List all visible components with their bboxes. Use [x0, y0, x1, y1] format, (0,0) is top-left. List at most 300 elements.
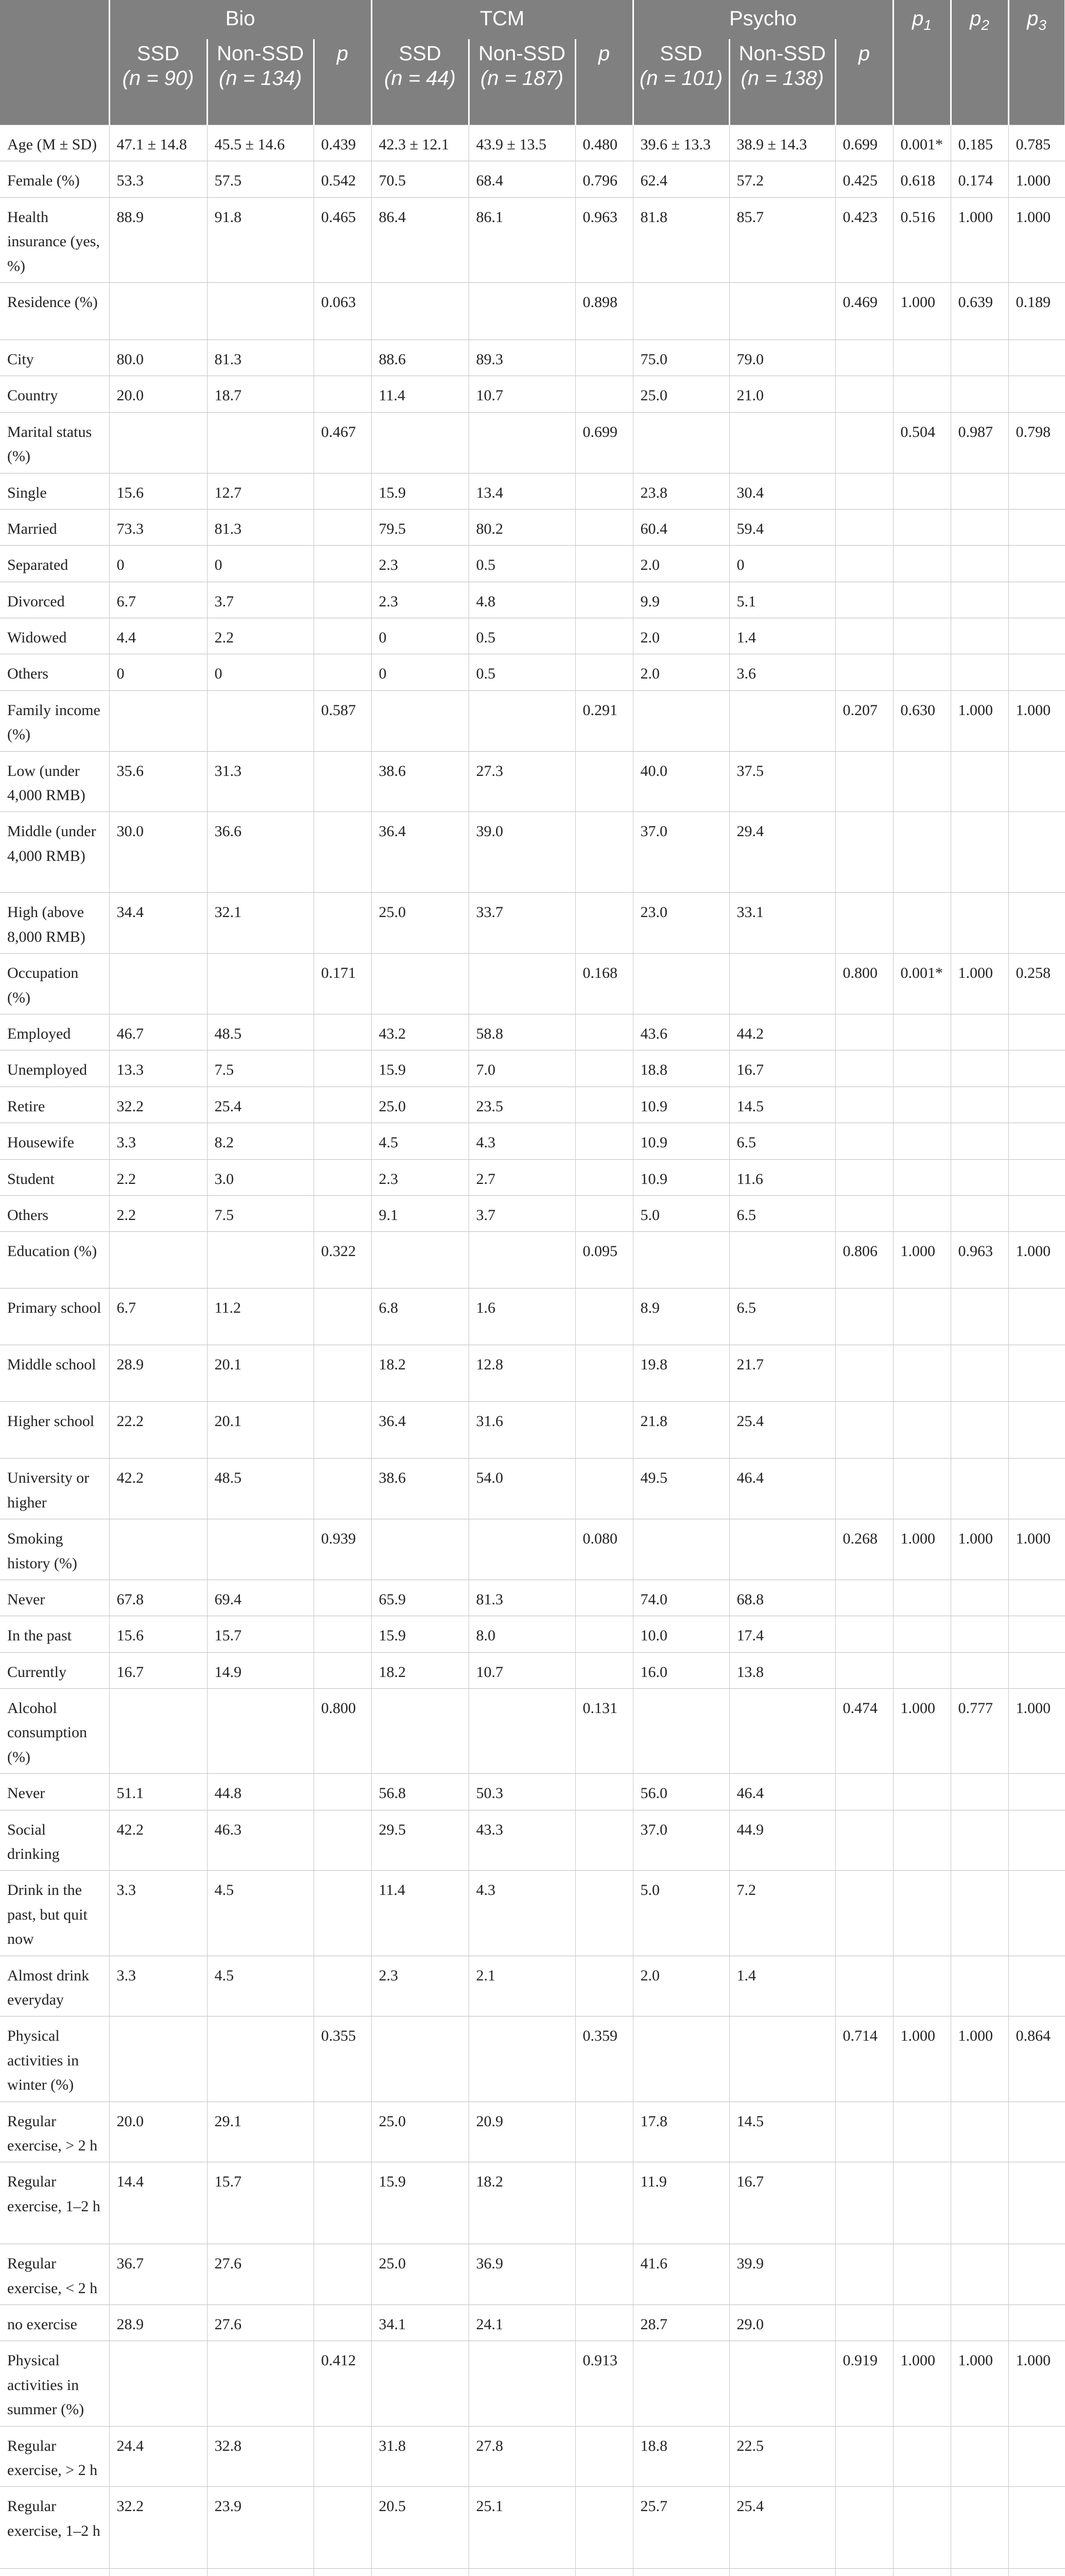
table-cell [951, 893, 1008, 954]
bio-ssd-header: SSD (n = 90) [109, 39, 207, 125]
row-label: Residence (%) [0, 282, 109, 340]
table-cell: 47.1 ± 14.8 [109, 125, 207, 161]
table-cell: 32.1 [207, 893, 314, 954]
table-cell [1008, 1050, 1065, 1087]
table-cell: 15.7 [207, 1616, 314, 1652]
table-cell [893, 893, 951, 954]
table-cell: 15.9 [371, 1050, 469, 1087]
table-cell [835, 1087, 893, 1123]
table-cell: 0 [207, 546, 314, 582]
table-cell [314, 1289, 371, 1345]
table-row [0, 1345, 1065, 1402]
table-cell [1008, 1616, 1065, 1652]
table-cell [1008, 1774, 1065, 1810]
table-cell [109, 282, 207, 340]
table-cell [575, 2426, 633, 2487]
table-cell [469, 690, 575, 751]
p2-header: $p_2$ [951, 0, 1008, 125]
table-cell: 1.000 [1008, 1689, 1065, 1774]
table-cell: 27.3 [469, 751, 575, 812]
table-cell [1008, 2305, 1065, 2341]
table-cell [469, 954, 575, 1014]
table-cell: 10.9 [633, 1123, 729, 1159]
table-cell: 81.3 [469, 1580, 575, 1616]
table-cell [575, 1810, 633, 1871]
table-row [0, 1232, 1065, 1289]
table-cell: 0.480 [575, 125, 633, 161]
table-cell [371, 412, 469, 473]
table-cell [893, 1774, 951, 1810]
table-cell: 81.3 [207, 509, 314, 545]
table-cell: 0.207 [835, 690, 893, 751]
table-cell: 3.3 [109, 1123, 207, 1159]
table-cell [207, 282, 314, 340]
table-cell [575, 2305, 633, 2341]
table-cell: 22.2 [109, 1402, 207, 1459]
table-cell [893, 654, 951, 690]
table-cell: 0.800 [835, 954, 893, 1014]
group-header-bio: Bio [109, 0, 371, 39]
table-cell: 25.4 [729, 1402, 835, 1459]
table-cell [951, 1014, 1008, 1050]
table-cell: 58.8 [469, 1014, 575, 1050]
table-cell [575, 2244, 633, 2305]
table-cell [1008, 340, 1065, 376]
table-row [0, 1289, 1065, 1345]
bio-nonssd-header: Non-SSD (n = 134) [207, 39, 314, 125]
table-cell: 65.9 [371, 1580, 469, 1616]
table-cell [469, 282, 575, 340]
table-cell: 16.7 [109, 1652, 207, 1688]
table-cell [835, 1580, 893, 1616]
table-cell: 16.0 [633, 1652, 729, 1688]
table-cell: 54.0 [469, 1459, 575, 1519]
table-cell: 2.1 [469, 1956, 575, 2016]
table-cell: 1.4 [729, 618, 835, 654]
table-cell [371, 1232, 469, 1289]
table-cell: 1.000 [951, 690, 1008, 751]
table-cell: 1.000 [893, 282, 951, 340]
table-cell: 36.9 [469, 2244, 575, 2305]
row-label: Others [0, 654, 109, 690]
table-cell [469, 2016, 575, 2102]
row-label: Country [0, 376, 109, 412]
table-cell: 0.504 [893, 412, 951, 473]
table-cell: 74.0 [633, 1580, 729, 1616]
table-cell [575, 1289, 633, 1345]
row-label: Never [0, 1774, 109, 1810]
table-cell [835, 1050, 893, 1087]
table-cell: 19.8 [633, 1345, 729, 1402]
table-cell: 3.7 [207, 582, 314, 618]
table-cell [835, 1345, 893, 1402]
table-cell: 81.8 [633, 197, 729, 282]
table-cell [951, 1459, 1008, 1519]
table-cell: 30.0 [109, 812, 207, 893]
table-cell: 21.0 [729, 376, 835, 412]
table-cell: 12.8 [469, 1345, 575, 1402]
table-cell: 15.9 [371, 473, 469, 509]
table-cell [314, 1123, 371, 1159]
row-label: Age (M ± SD) [0, 125, 109, 161]
table-cell [893, 2487, 951, 2569]
table-cell: 0.898 [575, 282, 633, 340]
table-cell [575, 1652, 633, 1688]
table-cell: 60.4 [633, 509, 729, 545]
table-cell [371, 2341, 469, 2426]
table-cell [314, 893, 371, 954]
table-cell [835, 2305, 893, 2341]
table-cell [575, 1402, 633, 1459]
table-cell: 2.3 [371, 1956, 469, 2016]
table-cell [951, 340, 1008, 376]
table-cell: 1.000 [1008, 690, 1065, 751]
table-cell: 50.3 [469, 1774, 575, 1810]
table-row [0, 509, 1065, 545]
table-cell: 11.4 [371, 376, 469, 412]
table-cell [893, 1956, 951, 2016]
table-cell [633, 954, 729, 1014]
table-cell [835, 2569, 893, 2576]
table-cell [575, 1195, 633, 1231]
table-cell: 0.095 [575, 1232, 633, 1289]
table-cell: 0.185 [951, 125, 1008, 161]
table-cell: 25.0 [633, 376, 729, 412]
table-cell [835, 2426, 893, 2487]
table-cell: 37.0 [633, 812, 729, 893]
table-cell [729, 954, 835, 1014]
row-label: Physical activities in winter (%) [0, 2016, 109, 2102]
table-cell: 80.2 [469, 509, 575, 545]
table-cell: 1.000 [893, 1232, 951, 1289]
table-cell [633, 282, 729, 340]
table-cell: 10.9 [633, 1159, 729, 1195]
table-cell [951, 1087, 1008, 1123]
row-label: High (above 8,000 RMB) [0, 893, 109, 954]
table-cell: 30.4 [729, 473, 835, 509]
table-cell [893, 1289, 951, 1345]
table-cell: 23.5 [469, 1087, 575, 1123]
row-label: Social drinking [0, 1810, 109, 1871]
table-cell: 15.9 [371, 1616, 469, 1652]
table-cell [835, 893, 893, 954]
table-cell: 0.465 [314, 197, 371, 282]
table-cell [314, 1345, 371, 1402]
table-cell: 0.258 [1008, 954, 1065, 1014]
table-cell: 2.0 [633, 1956, 729, 2016]
table-cell [575, 1956, 633, 2016]
table-cell: 0.063 [314, 282, 371, 340]
table-cell: 10.7 [469, 376, 575, 412]
table-cell: 0.630 [893, 690, 951, 751]
table-row [0, 1774, 1065, 1810]
table-cell [633, 690, 729, 751]
table-cell: 7.2 [729, 1871, 835, 1956]
table-cell: 6.5 [729, 1123, 835, 1159]
table-cell: 67.8 [109, 1580, 207, 1616]
table-cell: 27.8 [469, 2426, 575, 2487]
table-row [0, 654, 1065, 690]
table-cell: 0.359 [575, 2016, 633, 2102]
table-cell: 25.1 [469, 2487, 575, 2569]
table-cell: 15.6 [109, 473, 207, 509]
table-cell [893, 376, 951, 412]
table-cell: 43.2 [371, 1014, 469, 1050]
table-cell [893, 340, 951, 376]
table-cell: 2.2 [109, 1159, 207, 1195]
table-cell [835, 2162, 893, 2244]
table-cell: 16.7 [729, 2162, 835, 2244]
table-row [0, 412, 1065, 473]
table-cell [633, 1689, 729, 1774]
table-cell: 2.0 [633, 618, 729, 654]
table-cell [1008, 582, 1065, 618]
table-cell: 44.9 [729, 1810, 835, 1871]
table-cell: 13.8 [729, 1652, 835, 1688]
table-cell: 3.3 [109, 1956, 207, 2016]
table-cell: 88.6 [371, 340, 469, 376]
table-cell [1008, 2162, 1065, 2244]
table-cell: 28.7 [633, 2305, 729, 2341]
table-cell [314, 1159, 371, 1195]
table-cell: 0.800 [314, 1689, 371, 1774]
table-cell: 2.3 [371, 1159, 469, 1195]
table-cell [951, 2102, 1008, 2162]
table-cell: 0.174 [951, 161, 1008, 197]
row-label: Unemployed [0, 1050, 109, 1087]
table-cell: 13.4 [469, 473, 575, 509]
table-cell [371, 1689, 469, 1774]
table-cell: 0.806 [835, 1232, 893, 1289]
table-cell [729, 412, 835, 473]
table-cell [575, 473, 633, 509]
table-cell [575, 2487, 633, 2569]
table-cell [835, 2102, 893, 2162]
table-cell: 33.1 [729, 893, 835, 954]
table-cell [575, 376, 633, 412]
row-label: Married [0, 509, 109, 545]
table-cell [1008, 2244, 1065, 2305]
table-cell [314, 2102, 371, 2162]
table-cell: 57.5 [207, 161, 314, 197]
table-cell: 2.0 [633, 546, 729, 582]
table-cell: 5.0 [633, 1871, 729, 1956]
table-cell: 42.2 [109, 1459, 207, 1519]
table-cell [575, 1459, 633, 1519]
table-cell [729, 2341, 835, 2426]
table-cell [109, 1519, 207, 1580]
table-cell [951, 2244, 1008, 2305]
table-row [0, 1123, 1065, 1159]
row-label: Employed [0, 1014, 109, 1050]
table-cell [835, 412, 893, 473]
table-cell [893, 1123, 951, 1159]
table-cell: 18.8 [633, 1050, 729, 1087]
table-cell: 34.4 [109, 893, 207, 954]
table-cell: 0.168 [575, 954, 633, 1014]
table-cell: 6.7 [109, 582, 207, 618]
table-cell: 24.4 [109, 2426, 207, 2487]
table-cell: 68.4 [469, 161, 575, 197]
table-cell [314, 1087, 371, 1123]
row-label [0, 2569, 109, 2576]
table-cell [575, 1123, 633, 1159]
table-cell [633, 2341, 729, 2426]
table-cell: 14.5 [729, 2102, 835, 2162]
table-cell [893, 618, 951, 654]
table-cell: 42.2 [109, 1810, 207, 1871]
table-cell: 17.8 [633, 2102, 729, 2162]
table-cell: 51.1 [109, 1774, 207, 1810]
table-cell: 25.4 [207, 1087, 314, 1123]
table-row [0, 2569, 1065, 2576]
table-cell: 36.7 [109, 2244, 207, 2305]
table-cell: 0.987 [951, 412, 1008, 473]
row-label: Almost drink everyday [0, 1956, 109, 2016]
table-cell: 0.268 [835, 1519, 893, 1580]
table-cell [835, 546, 893, 582]
table-cell: 39.9 [729, 2244, 835, 2305]
table-cell: 0.714 [835, 2016, 893, 2102]
table-cell: 0.474 [835, 1689, 893, 1774]
table-cell [835, 1616, 893, 1652]
table-cell [575, 751, 633, 812]
table-row [0, 340, 1065, 376]
table-cell [314, 1956, 371, 2016]
table-cell: 0.423 [835, 197, 893, 282]
table-cell [575, 1159, 633, 1195]
table-cell [314, 376, 371, 412]
table-cell: 85.7 [729, 197, 835, 282]
table-cell: 81.3 [207, 340, 314, 376]
table-row [0, 1014, 1065, 1050]
table-cell [1008, 1459, 1065, 1519]
table-row [0, 582, 1065, 618]
table-cell: 8.2 [207, 1123, 314, 1159]
table-cell [729, 1232, 835, 1289]
table-cell: 1.000 [1008, 161, 1065, 197]
table-cell: 0 [729, 546, 835, 582]
table-cell [893, 2426, 951, 2487]
table-cell: 1.000 [951, 954, 1008, 1014]
table-cell: 25.4 [729, 2487, 835, 2569]
table-cell: 37.0 [633, 1810, 729, 1871]
table-cell: 7.5 [207, 1050, 314, 1087]
table-cell: 0.5 [469, 546, 575, 582]
table-cell: 1.000 [951, 197, 1008, 282]
table-cell [109, 2016, 207, 2102]
tcm-ssd-header: SSD (n = 44) [371, 39, 469, 125]
table-cell [1008, 2426, 1065, 2487]
table-cell [109, 2341, 207, 2426]
table-row [0, 1652, 1065, 1688]
table-cell: 41.6 [633, 2244, 729, 2305]
table-cell [469, 412, 575, 473]
table-cell [893, 1616, 951, 1652]
table-cell [1008, 1810, 1065, 1871]
table-row [0, 893, 1065, 954]
table-cell [314, 2569, 371, 2576]
table-cell [1008, 751, 1065, 812]
table-cell [951, 1195, 1008, 1231]
table-cell [109, 1232, 207, 1289]
table-cell: 32.8 [207, 2426, 314, 2487]
row-label: Occupation (%) [0, 954, 109, 1014]
table-row [0, 125, 1065, 161]
table-row [0, 1580, 1065, 1616]
table-cell [207, 1232, 314, 1289]
table-cell: 0.516 [893, 197, 951, 282]
table-row [0, 546, 1065, 582]
table-cell [951, 2305, 1008, 2341]
table-cell: 44.2 [729, 1014, 835, 1050]
table-cell [314, 473, 371, 509]
table-row [0, 2162, 1065, 2244]
table-cell [314, 1652, 371, 1688]
table-row [0, 690, 1065, 751]
table-cell: 31.8 [371, 2426, 469, 2487]
table-cell [207, 2016, 314, 2102]
table-cell [893, 2569, 951, 2576]
table-cell: 29.1 [207, 2102, 314, 2162]
table-row [0, 1956, 1065, 2016]
table-cell: 0.189 [1008, 282, 1065, 340]
table-cell: 3.3 [109, 1871, 207, 1956]
table-cell: 22.5 [729, 2426, 835, 2487]
table-cell [835, 1956, 893, 2016]
table-cell: 11.4 [371, 1871, 469, 1956]
table-cell [951, 376, 1008, 412]
table-cell [207, 1689, 314, 1774]
table-cell [314, 618, 371, 654]
table-cell: 80.0 [109, 340, 207, 376]
table-cell: 12.7 [207, 473, 314, 509]
table-cell [893, 1652, 951, 1688]
table-cell: 0.171 [314, 954, 371, 1014]
table-row [0, 1402, 1065, 1459]
table-cell: 7.5 [207, 1195, 314, 1231]
table-cell [893, 2305, 951, 2341]
row-label: University or higher [0, 1459, 109, 1519]
table-cell [893, 751, 951, 812]
table-cell: 0.412 [314, 2341, 371, 2426]
table-cell [1008, 812, 1065, 893]
table-cell [835, 1195, 893, 1231]
table-cell [893, 1159, 951, 1195]
table-cell [951, 2569, 1008, 2576]
table-cell [893, 1050, 951, 1087]
row-label: Housewife [0, 1123, 109, 1159]
psycho-p-header: p [835, 39, 893, 125]
table-cell: 23.9 [207, 2487, 314, 2569]
table-cell [371, 2569, 469, 2576]
table-cell: 27.6 [207, 2305, 314, 2341]
row-label: Health insurance (yes, %) [0, 197, 109, 282]
table-cell: 44.8 [207, 1774, 314, 1810]
table-cell: 39.0 [469, 812, 575, 893]
table-cell [951, 2426, 1008, 2487]
table-cell: 3.7 [469, 1195, 575, 1231]
table-cell [575, 1050, 633, 1087]
row-label: Divorced [0, 582, 109, 618]
table-cell [314, 654, 371, 690]
table-cell: 86.1 [469, 197, 575, 282]
table-row [0, 161, 1065, 197]
table-cell [1008, 1956, 1065, 2016]
table-cell [893, 1195, 951, 1231]
table-cell: 31.6 [469, 1402, 575, 1459]
table-cell: 0 [371, 654, 469, 690]
